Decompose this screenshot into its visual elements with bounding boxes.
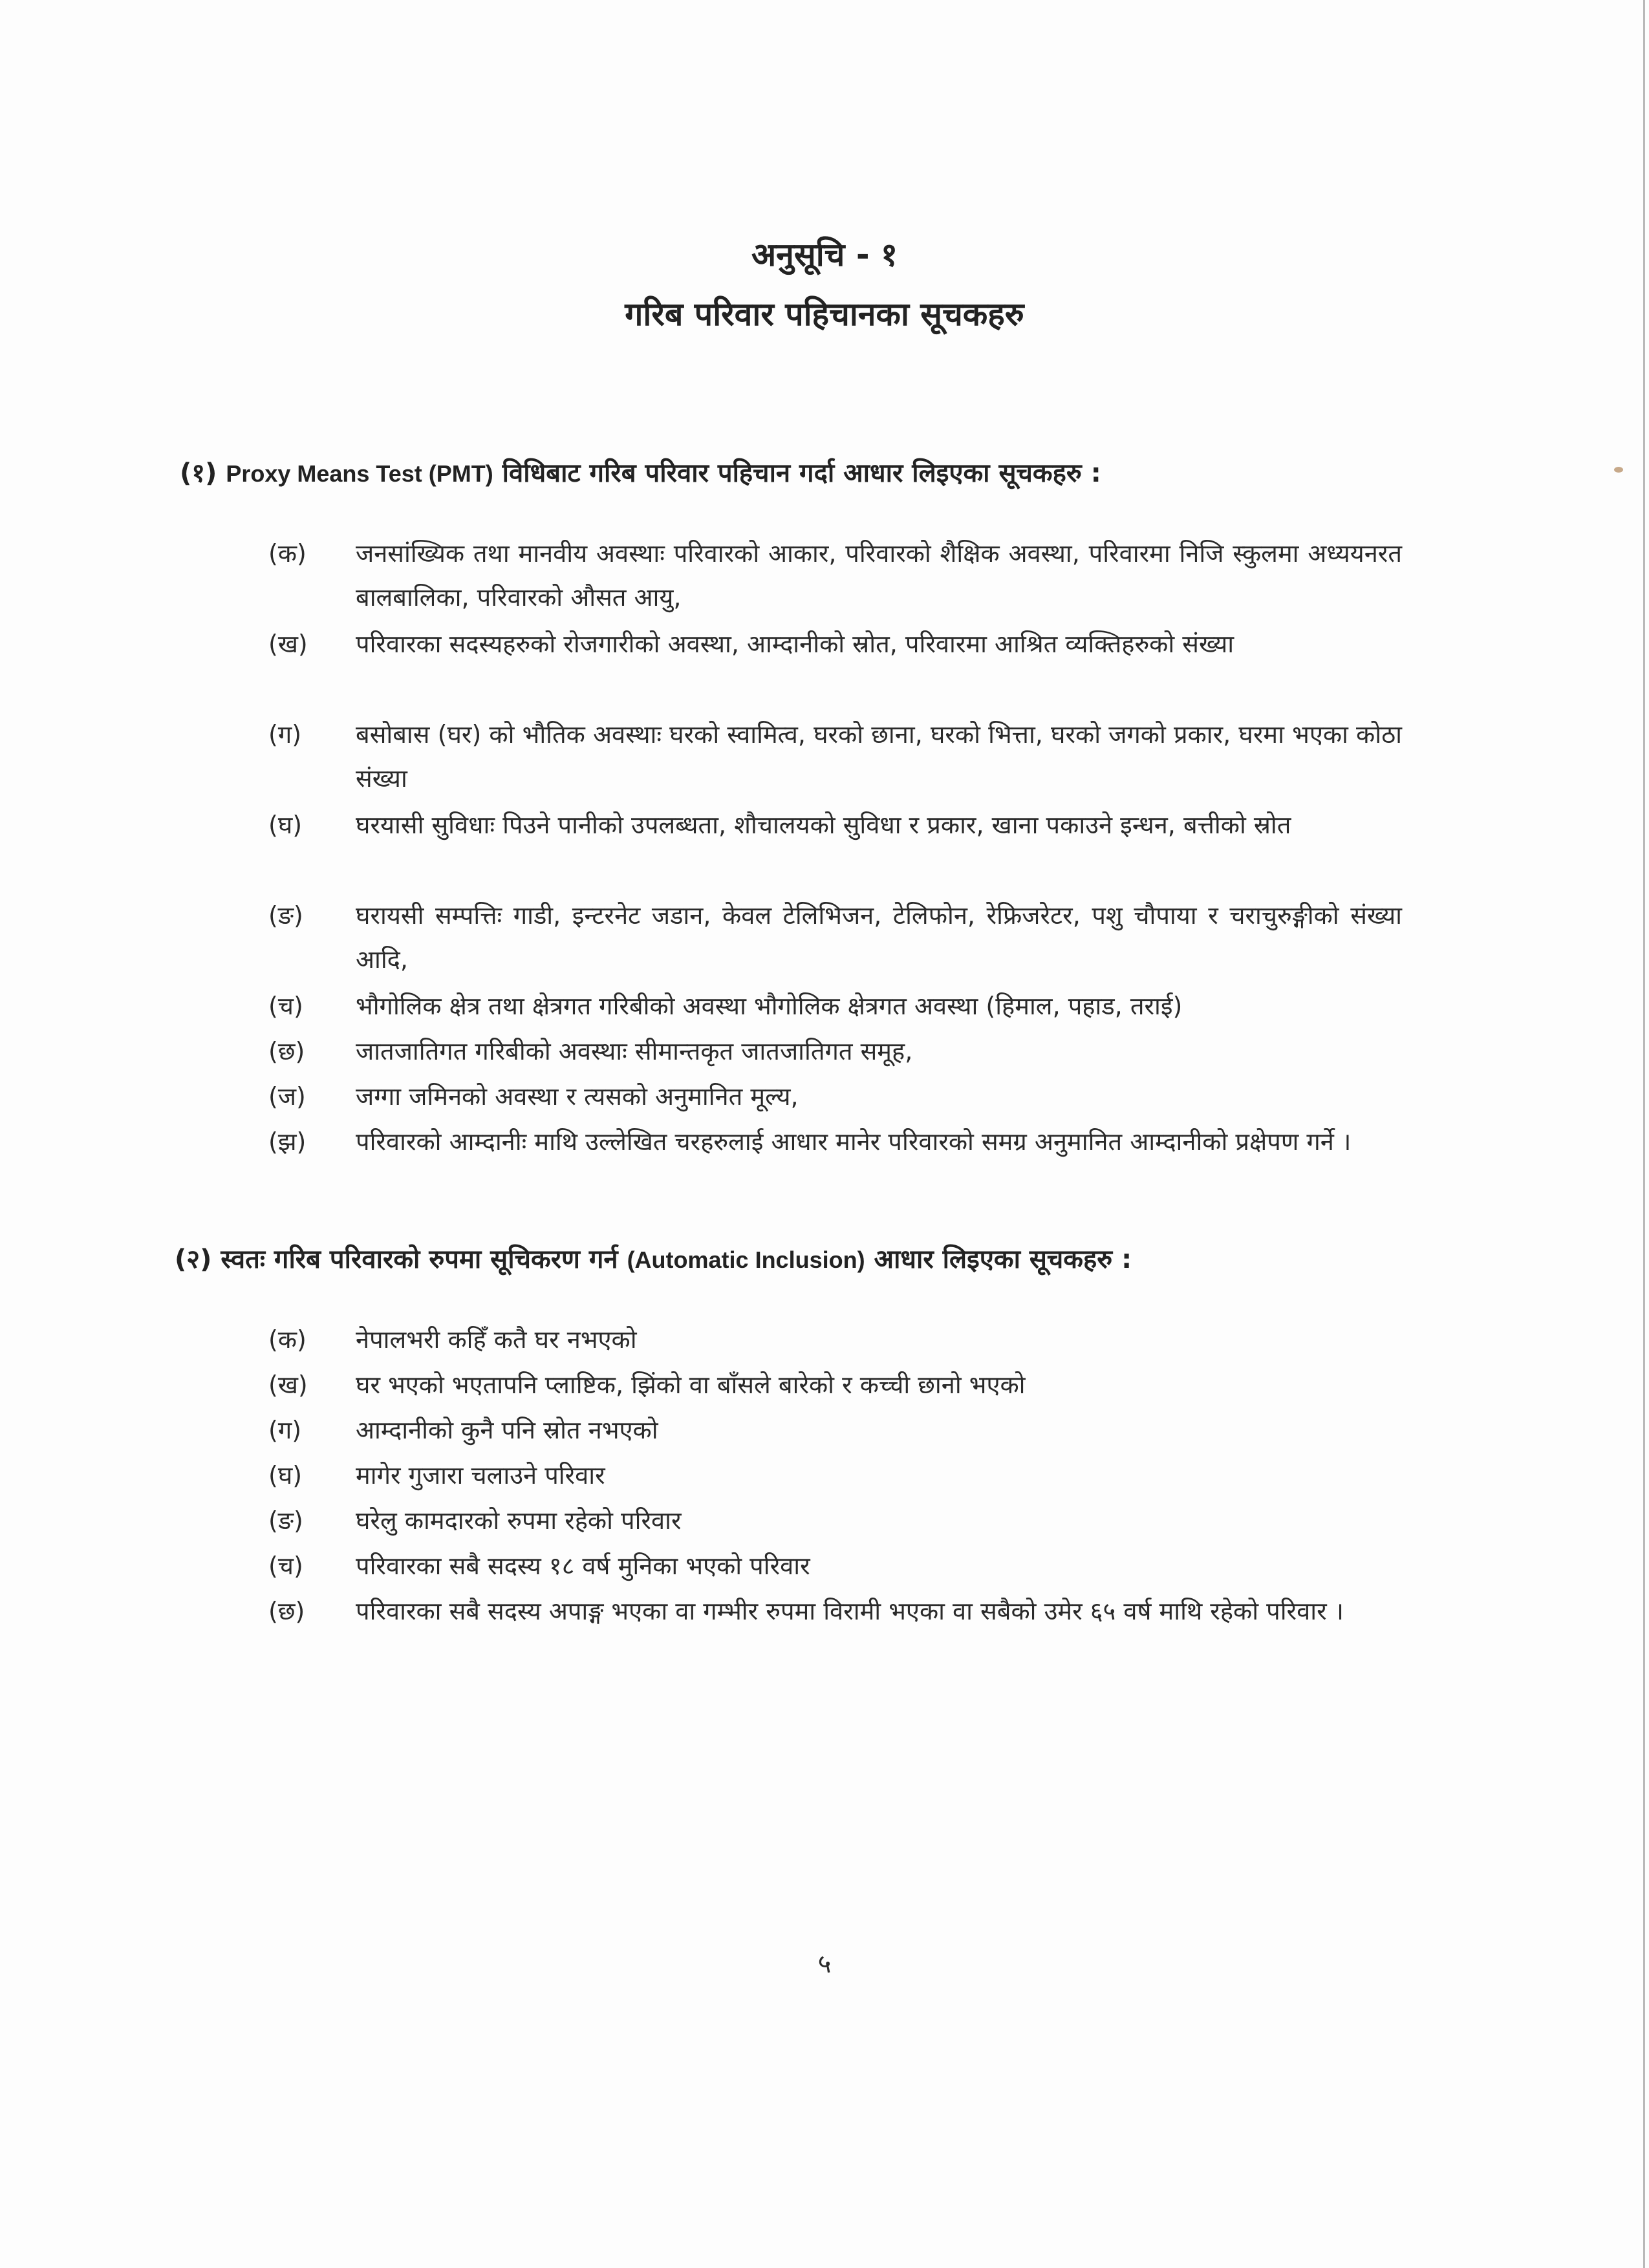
item-marker: (छ) bbox=[268, 1597, 305, 1625]
item-text: आम्दानीको कुनै पनि स्रोत नभएको bbox=[356, 1416, 658, 1444]
item-marker: (ङ) bbox=[268, 901, 303, 930]
item-text: नेपालभरी कहिँ कतै घर नभएको bbox=[356, 1325, 637, 1354]
section-1-heading-text: विधिबाट गरिब परिवार पहिचान गर्दा आधार लिइएका सूचकहरु : bbox=[502, 458, 1101, 488]
item-marker: (क) bbox=[268, 1325, 307, 1354]
item-text: मागेर गुजारा चलाउने परिवार bbox=[356, 1461, 605, 1490]
item-text: बसोबास (घर) को भौतिक अवस्थाः घरको स्वामित्व, घरको छाना, घरको भित्ता, घरको जगको प्रकार, घरमा भएका कोठा संख्या bbox=[356, 720, 1402, 793]
item-text: घर भएको भएतापनि प्लाष्टिक, झिंको वा बाँसले बारेको र कच्ची छानो भएको bbox=[356, 1371, 1026, 1399]
section-1-heading bbox=[180, 454, 1101, 489]
item-text: घरायसी सम्पत्तिः गाडी, इन्टरनेट जडान, केवल टेलिभिजन, टेलिफोन, रेफ्रिजरेटर, पशु चौपाया र चराचुरुङ्गीको संख्या आदि, bbox=[356, 901, 1402, 974]
item-marker: (ख) bbox=[268, 1371, 308, 1399]
item-text: परिवारका सदस्यहरुको रोजगारीको अवस्था, आम्दानीको स्रोत, परिवारमा आश्रित व्यक्तिहरुको संख्या bbox=[356, 630, 1234, 658]
section-1-number: (१) bbox=[180, 458, 217, 488]
item-marker: (घ) bbox=[268, 811, 303, 839]
section-2-heading bbox=[175, 1240, 1132, 1276]
section-2-heading-latin: (Automatic Inclusion) bbox=[627, 1246, 865, 1273]
item-text: जातजातिगत गरिबीको अवस्थाः सीमान्तकृत जातजातिगत समूह, bbox=[356, 1037, 913, 1065]
section-2-number: (२) bbox=[175, 1245, 212, 1274]
item-marker: (छ) bbox=[268, 1037, 305, 1065]
item-marker: (च) bbox=[268, 992, 303, 1020]
section-2-heading-text: स्वतः गरिब परिवारको रुपमा सूचिकरण गर्न bbox=[221, 1245, 618, 1274]
item-text: जग्गा जमिनको अवस्था र त्यसको अनुमानित मूल्य, bbox=[356, 1082, 799, 1111]
item-text: घरयासी सुविधाः पिउने पानीको उपलब्धता, शौचालयको सुविधा र प्रकार, खाना पकाउने इन्धन, बत्तीको स्रोत bbox=[356, 811, 1291, 839]
section-1-heading-latin: Proxy Means Test (PMT) bbox=[226, 460, 493, 487]
section-2-heading-text-end: आधार लिइएका सूचकहरु : bbox=[874, 1245, 1132, 1274]
item-text: परिवारका सबै सदस्य अपाङ्ग भएका वा गम्भीर रुपमा विरामी भएका वा सबैको उमेर ६५ वर्ष माथि रहेको परिवार । bbox=[356, 1597, 1344, 1625]
item-marker: (च) bbox=[268, 1552, 303, 1580]
item-marker: (क) bbox=[268, 539, 307, 568]
scan-speck bbox=[1614, 467, 1623, 473]
item-marker: (घ) bbox=[268, 1461, 303, 1490]
item-marker: (ज) bbox=[268, 1082, 306, 1111]
item-text: परिवारका सबै सदस्य १८ वर्ष मुनिका भएको परिवार bbox=[356, 1552, 810, 1580]
item-marker: (ग) bbox=[268, 1416, 302, 1444]
item-marker: (ग) bbox=[268, 720, 302, 749]
scan-edge-line bbox=[1643, 0, 1645, 2268]
item-text: भौगोलिक क्षेत्र तथा क्षेत्रगत गरिबीको अवस्था भौगोलिक क्षेत्रगत अवस्था (हिमाल, पहाड, तराई) bbox=[356, 992, 1183, 1020]
schedule-title: अनुसूचि - १ bbox=[751, 236, 898, 273]
item-text: जनसांख्यिक तथा मानवीय अवस्थाः परिवारको आकार, परिवारको शैक्षिक अवस्था, परिवारमा निजि स्कुलमा अध्ययनरत बालबालिका, परिवारको औसत आयु, bbox=[356, 539, 1402, 612]
item-marker: (ख) bbox=[268, 630, 308, 658]
item-text: परिवारको आम्दानीः माथि उल्लेखित चरहरुलाई आधार मानेर परिवारको समग्र अनुमानित आम्दानीको प्रक्षेपण गर्ने । bbox=[356, 1128, 1352, 1156]
item-marker: (ङ) bbox=[268, 1506, 303, 1535]
item-marker: (झ) bbox=[268, 1128, 307, 1156]
schedule-subtitle: गरिब परिवार पहिचानका सूचकहरु bbox=[625, 295, 1024, 333]
page-number: ५ bbox=[817, 1949, 832, 1979]
item-text: घरेलु कामदारको रुपमा रहेको परिवार bbox=[356, 1506, 682, 1535]
